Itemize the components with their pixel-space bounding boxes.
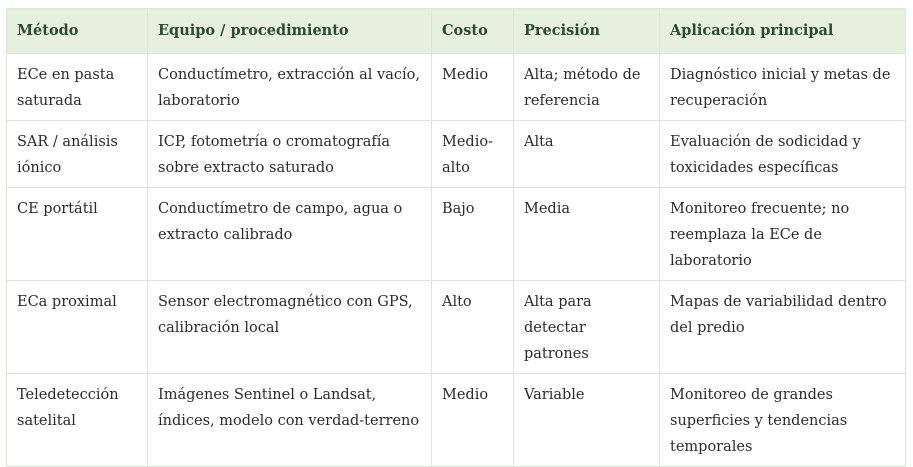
cell-precision: Alta para detectar patrones — [514, 281, 660, 374]
cell-aplicacion: Mapas de variabilidad dentro del predio — [660, 281, 906, 374]
cell-equipo: Conductímetro, extracción al vacío, laboratorio — [148, 54, 432, 121]
cell-precision: Media — [514, 188, 660, 281]
cell-costo: Medio — [432, 54, 514, 121]
header-equipo: Equipo / procedimiento — [148, 9, 432, 54]
cell-metodo: ECa proximal — [7, 281, 148, 374]
header-costo: Costo — [432, 9, 514, 54]
cell-metodo: SAR / análisis iónico — [7, 121, 148, 188]
cell-costo: Medio-alto — [432, 121, 514, 188]
cell-equipo: Conductímetro de campo, agua o extracto calibrado — [148, 188, 432, 281]
cell-precision: Alta; método de referencia — [514, 54, 660, 121]
header-aplicacion: Aplicación principal — [660, 9, 906, 54]
cell-aplicacion: Diagnóstico inicial y metas de recuperación — [660, 54, 906, 121]
cell-aplicacion: Evaluación de sodicidad y toxicidades específicas — [660, 121, 906, 188]
table-row — [7, 374, 906, 467]
cell-costo: Bajo — [432, 188, 514, 281]
methods-table — [6, 8, 906, 467]
table-row — [7, 281, 906, 374]
cell-costo: Medio — [432, 374, 514, 467]
cell-equipo: Imágenes Sentinel o Landsat, índices, modelo con verdad-terreno — [148, 374, 432, 467]
cell-aplicacion: Monitoreo frecuente; no reemplaza la ECe de laboratorio — [660, 188, 906, 281]
cell-precision: Variable — [514, 374, 660, 467]
cell-metodo: Teledetección satelital — [7, 374, 148, 467]
cell-precision: Alta — [514, 121, 660, 188]
table-row — [7, 121, 906, 188]
cell-metodo: CE portátil — [7, 188, 148, 281]
cell-equipo: Sensor electromagnético con GPS, calibración local — [148, 281, 432, 374]
table-header-row — [7, 9, 906, 54]
table-row — [7, 188, 906, 281]
header-precision: Precisión — [514, 9, 660, 54]
cell-equipo: ICP, fotometría o cromatografía sobre extracto saturado — [148, 121, 432, 188]
methods-table-container — [6, 8, 906, 467]
table-row — [7, 54, 906, 121]
cell-aplicacion: Monitoreo de grandes superficies y tendencias temporales — [660, 374, 906, 467]
cell-costo: Alto — [432, 281, 514, 374]
header-metodo: Método — [7, 9, 148, 54]
cell-metodo: ECe en pasta saturada — [7, 54, 148, 121]
